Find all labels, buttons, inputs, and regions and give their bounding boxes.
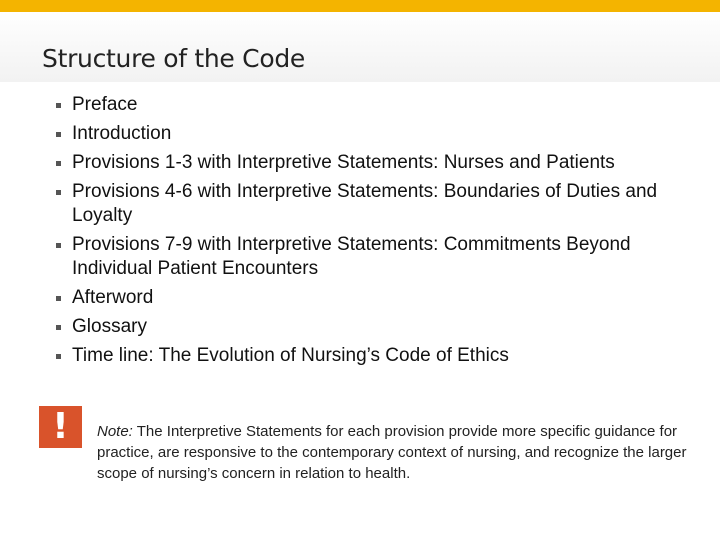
bullet-icon bbox=[56, 243, 61, 248]
exclamation-icon bbox=[39, 406, 82, 448]
slide-title: Structure of the Code bbox=[42, 44, 305, 73]
bullet-icon bbox=[56, 161, 61, 166]
list-item-label: Provisions 1-3 with Interpretive Statements: Nurses and Patients bbox=[72, 152, 615, 173]
list-item bbox=[56, 286, 666, 310]
bullet-icon bbox=[56, 190, 61, 195]
list-item-label: Provisions 7-9 with Interpretive Statements: Commitments Beyond Individual Patient Encounters bbox=[72, 234, 631, 279]
bullet-list bbox=[56, 93, 666, 373]
bullet-icon bbox=[56, 296, 61, 301]
list-item-label: Time line: The Evolution of Nursing’s Code of Ethics bbox=[72, 345, 509, 366]
note-label: Note: bbox=[97, 423, 133, 440]
exclamation-glyph: ! bbox=[52, 406, 69, 447]
note-body: The Interpretive Statements for each provision provide more specific guidance for practice, are responsive to the contemporary context of nursing, and recognize the larger scope of nursing’s concern in relation to health. bbox=[97, 423, 687, 482]
bullet-icon bbox=[56, 354, 61, 359]
list-item-label: Introduction bbox=[72, 123, 172, 144]
note-text bbox=[97, 421, 687, 484]
list-item bbox=[56, 233, 666, 281]
list-item bbox=[56, 180, 666, 228]
list-item bbox=[56, 344, 666, 368]
bullet-icon bbox=[56, 132, 61, 137]
bullet-icon bbox=[56, 103, 61, 108]
list-item bbox=[56, 151, 666, 175]
list-item bbox=[56, 93, 666, 117]
bullet-icon bbox=[56, 325, 61, 330]
list-item bbox=[56, 315, 666, 339]
list-item-label: Provisions 4-6 with Interpretive Statements: Boundaries of Duties and Loyalty bbox=[72, 181, 658, 226]
list-item bbox=[56, 122, 666, 146]
list-item-label: Preface bbox=[72, 94, 138, 115]
list-item-label: Glossary bbox=[72, 316, 147, 337]
list-item-label: Afterword bbox=[72, 287, 154, 308]
accent-bar bbox=[0, 0, 720, 12]
